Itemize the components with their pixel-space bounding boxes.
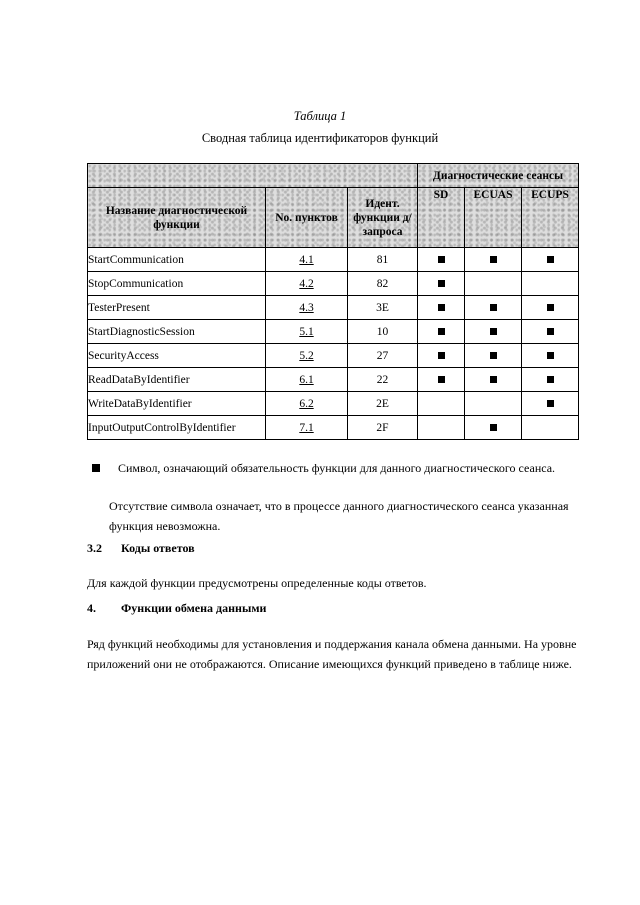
function-name: StartDiagnosticSession bbox=[88, 320, 266, 344]
section-number: 7.1 bbox=[266, 416, 348, 440]
section-3-2-title: Коды ответов bbox=[121, 541, 195, 555]
col-header-ecuas: ECUAS bbox=[465, 188, 522, 248]
section-number: 4.1 bbox=[266, 248, 348, 272]
session-ecuas-cell bbox=[465, 344, 522, 368]
session-sd-cell bbox=[418, 296, 465, 320]
table-label: Таблица 1 bbox=[293, 109, 347, 123]
filled-square-icon bbox=[438, 352, 445, 359]
filled-square-icon bbox=[438, 328, 445, 335]
col-header-no: No. пунктов bbox=[266, 188, 348, 248]
filled-square-icon bbox=[490, 376, 497, 383]
function-ident: 2E bbox=[348, 392, 418, 416]
session-ecuas-cell bbox=[465, 320, 522, 344]
session-sd-cell bbox=[418, 320, 465, 344]
filled-square-icon bbox=[547, 256, 554, 263]
function-ident: 3E bbox=[348, 296, 418, 320]
col-header-name: Название диагностической функции bbox=[88, 188, 266, 248]
legend-text: Символ, означающий обязательность функции для данного диагностического сеанса. bbox=[118, 461, 556, 475]
sessions-header: Диагностические сеансы bbox=[418, 164, 579, 188]
filled-square-icon bbox=[438, 376, 445, 383]
section-4-text: Ряд функций необходимы для установления и поддержания канала обмена данными. На уровне приложений они не отображаются. Описание имеющихся функций приведено в таблице ниже. bbox=[87, 637, 577, 671]
filled-square-icon bbox=[547, 400, 554, 407]
function-name: ReadDataByIdentifier bbox=[88, 368, 266, 392]
table-row bbox=[88, 368, 579, 392]
filled-square-icon bbox=[547, 328, 554, 335]
section-3-2-text: Для каждой функции предусмотрены определенные коды ответов. bbox=[87, 576, 427, 590]
session-ecups-cell bbox=[522, 416, 579, 440]
table-row bbox=[88, 392, 579, 416]
function-ident: 27 bbox=[348, 344, 418, 368]
session-sd-cell bbox=[418, 272, 465, 296]
session-ecuas-cell bbox=[465, 248, 522, 272]
function-name: TesterPresent bbox=[88, 296, 266, 320]
function-name: StopCommunication bbox=[88, 272, 266, 296]
filled-square-icon bbox=[490, 424, 497, 431]
function-name: StartCommunication bbox=[88, 248, 266, 272]
section-4-title: Функции обмена данными bbox=[121, 601, 267, 615]
header-blank-cell bbox=[88, 164, 418, 188]
session-sd-cell bbox=[418, 368, 465, 392]
session-ecups-cell bbox=[522, 248, 579, 272]
filled-square-icon bbox=[490, 328, 497, 335]
session-sd-cell bbox=[418, 392, 465, 416]
function-ident: 81 bbox=[348, 248, 418, 272]
function-ident: 2F bbox=[348, 416, 418, 440]
session-ecuas-cell bbox=[465, 416, 522, 440]
section-number: 6.2 bbox=[266, 392, 348, 416]
session-ecuas-cell bbox=[465, 272, 522, 296]
col-header-ecups: ECUPS bbox=[522, 188, 579, 248]
table-row bbox=[88, 320, 579, 344]
filled-square-icon bbox=[92, 464, 100, 472]
filled-square-icon bbox=[547, 376, 554, 383]
table-row bbox=[88, 248, 579, 272]
section-4-number: 4. bbox=[87, 601, 96, 615]
filled-square-icon bbox=[438, 256, 445, 263]
section-number: 5.1 bbox=[266, 320, 348, 344]
filled-square-icon bbox=[547, 304, 554, 311]
function-ident: 10 bbox=[348, 320, 418, 344]
function-name: InputOutputControlByIdentifier bbox=[88, 416, 266, 440]
table-row bbox=[88, 344, 579, 368]
filled-square-icon bbox=[490, 256, 497, 263]
function-ident: 82 bbox=[348, 272, 418, 296]
filled-square-icon bbox=[438, 304, 445, 311]
function-name: SecurityAccess bbox=[88, 344, 266, 368]
session-ecuas-cell bbox=[465, 392, 522, 416]
col-header-ident: Идент. функции д/запроса bbox=[348, 188, 418, 248]
session-ecups-cell bbox=[522, 272, 579, 296]
filled-square-icon bbox=[490, 352, 497, 359]
section-number: 4.2 bbox=[266, 272, 348, 296]
table-row bbox=[88, 272, 579, 296]
session-sd-cell bbox=[418, 248, 465, 272]
section-3-2-number: 3.2 bbox=[87, 541, 102, 555]
session-ecups-cell bbox=[522, 392, 579, 416]
session-sd-cell bbox=[418, 344, 465, 368]
col-header-sd: SD bbox=[418, 188, 465, 248]
filled-square-icon bbox=[547, 352, 554, 359]
table-row bbox=[88, 296, 579, 320]
function-name: WriteDataByIdentifier bbox=[88, 392, 266, 416]
table-title: Сводная таблица идентификаторов функций bbox=[201, 131, 439, 145]
section-number: 4.3 bbox=[266, 296, 348, 320]
section-number: 6.1 bbox=[266, 368, 348, 392]
session-ecuas-cell bbox=[465, 296, 522, 320]
session-ecups-cell bbox=[522, 344, 579, 368]
filled-square-icon bbox=[490, 304, 497, 311]
session-sd-cell bbox=[418, 416, 465, 440]
section-number: 5.2 bbox=[266, 344, 348, 368]
function-ident: 22 bbox=[348, 368, 418, 392]
session-ecups-cell bbox=[522, 296, 579, 320]
absence-note: Отсутствие символа означает, что в процессе данного диагностического сеанса указанная функция невозможна. bbox=[109, 499, 569, 533]
table-body bbox=[88, 248, 579, 440]
session-ecups-cell bbox=[522, 368, 579, 392]
filled-square-icon bbox=[438, 280, 445, 287]
functions-table bbox=[87, 163, 579, 440]
session-ecups-cell bbox=[522, 320, 579, 344]
session-ecuas-cell bbox=[465, 368, 522, 392]
table-row bbox=[88, 416, 579, 440]
